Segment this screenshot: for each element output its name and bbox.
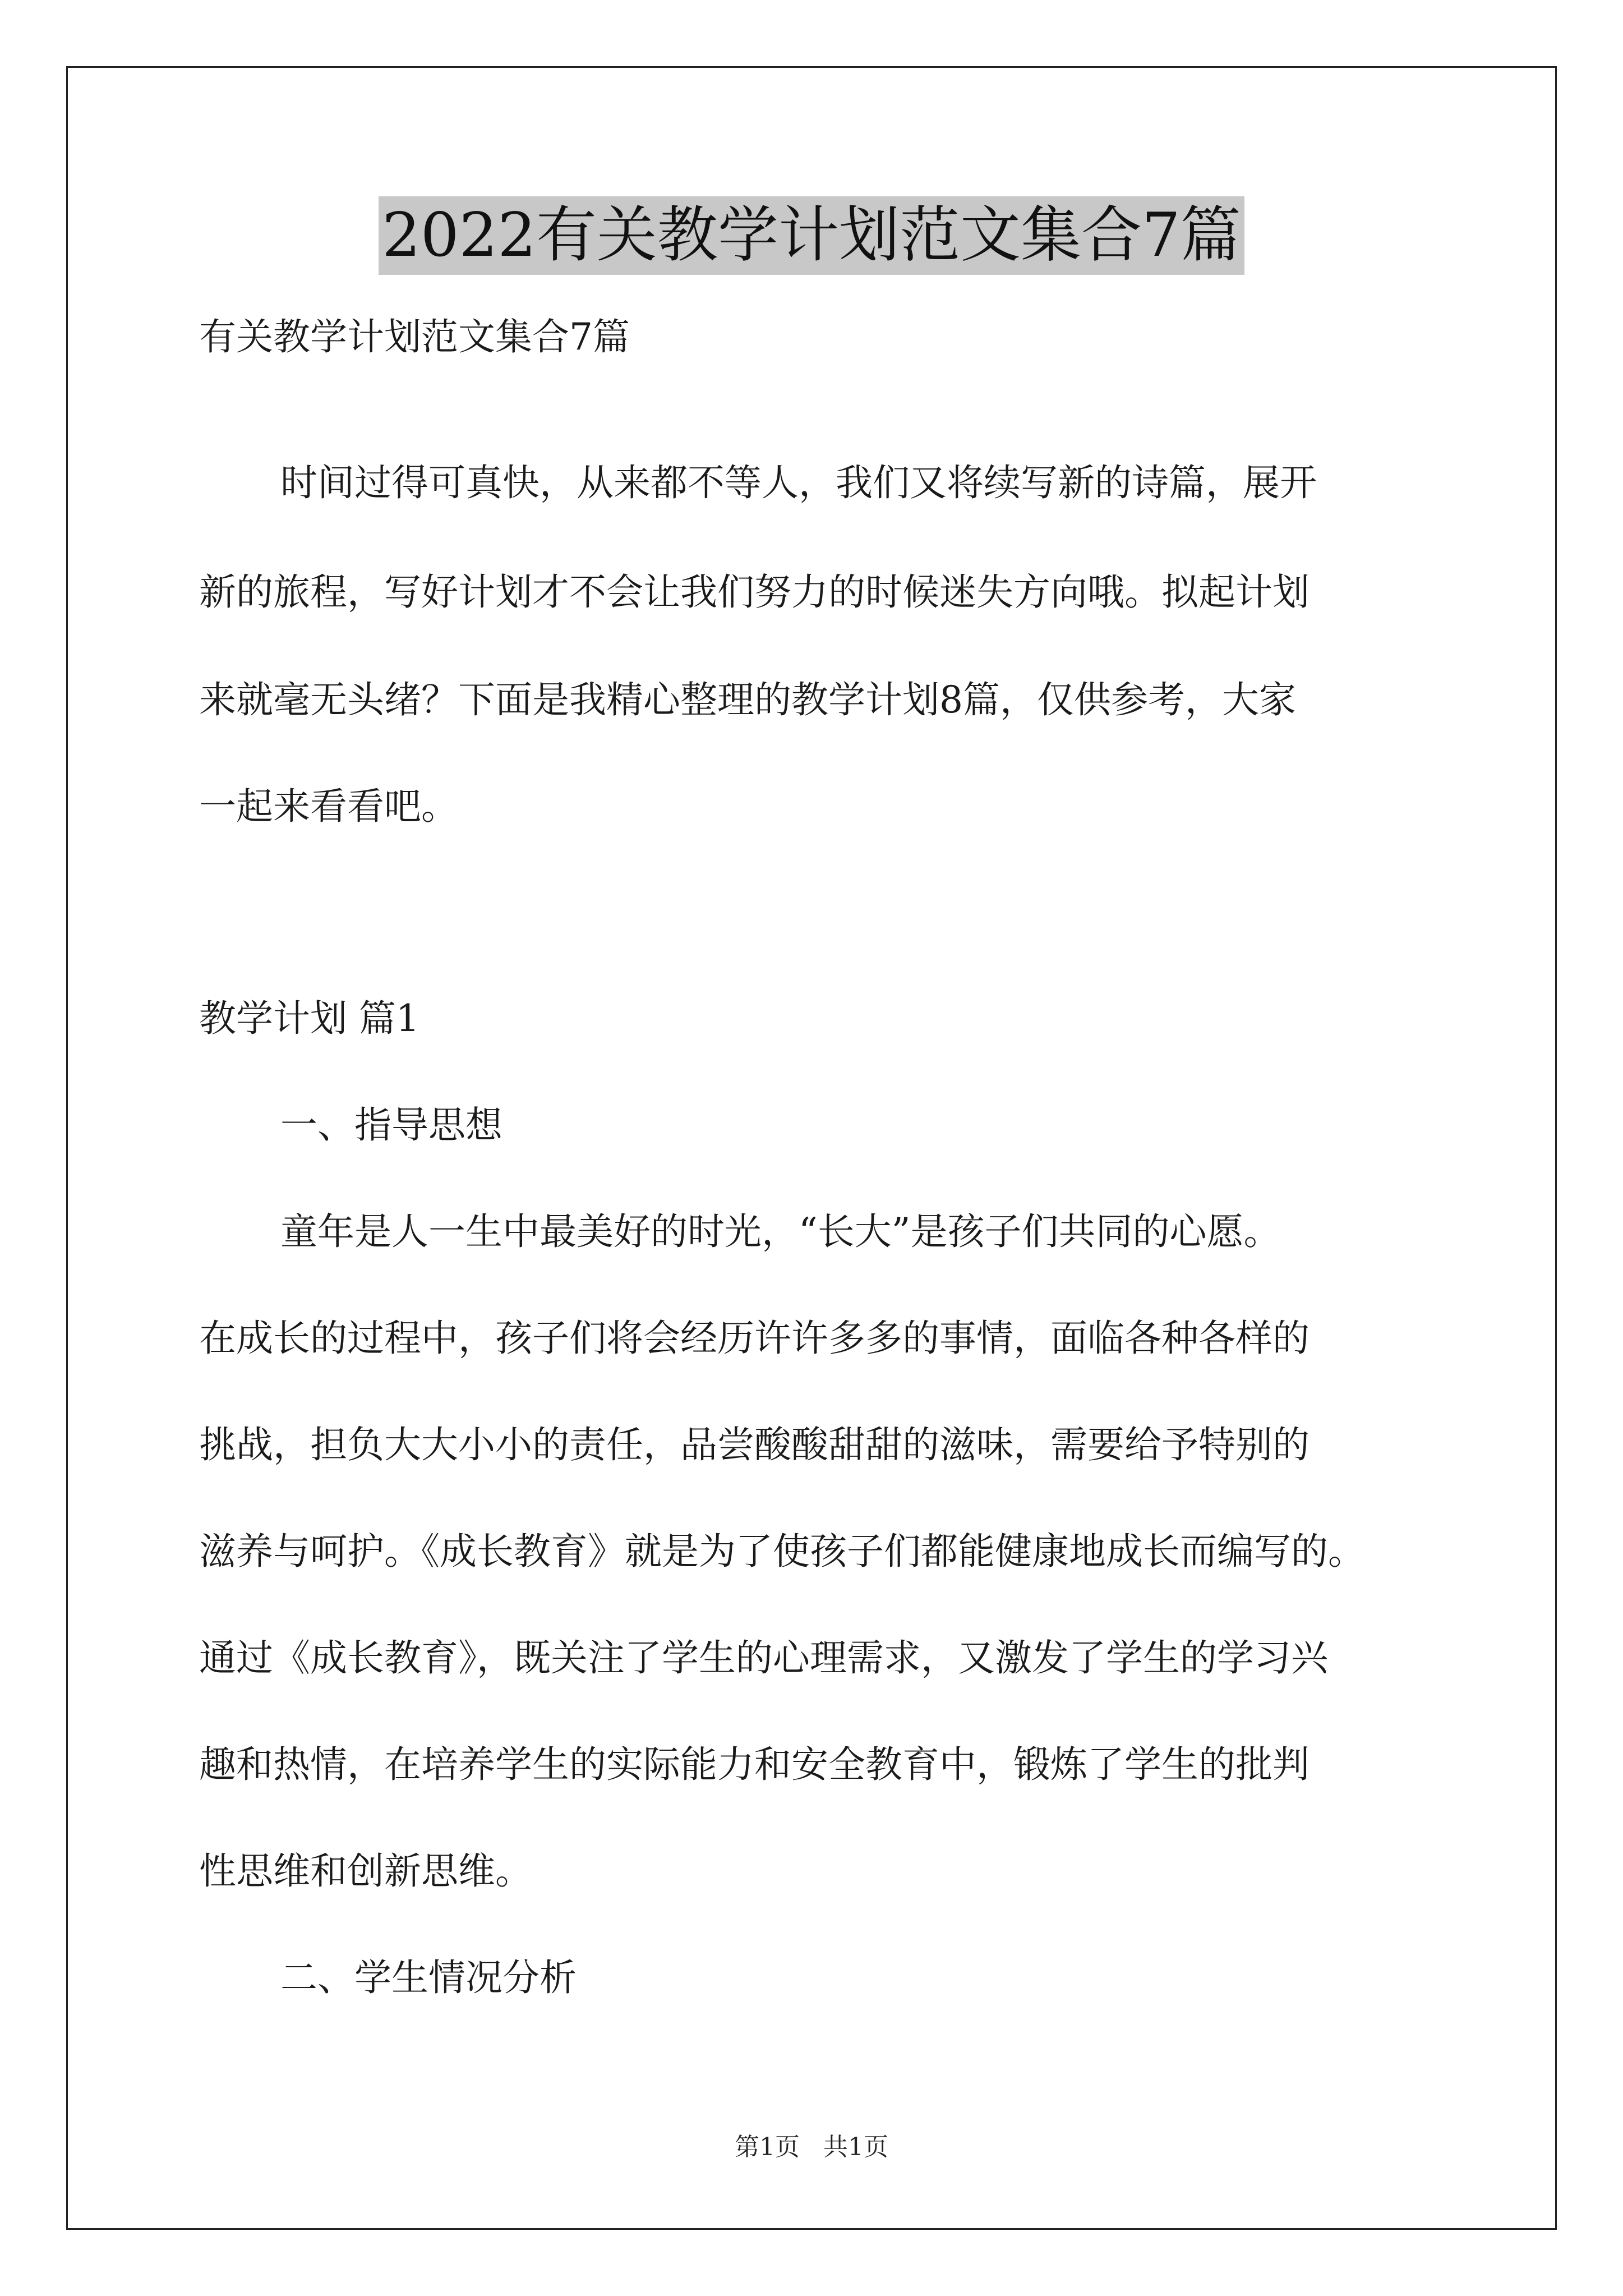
intro-paragraph-line: 新的旅程，写好计划才不会让我们努力的时候迷失方向哦。拟起计划	[199, 570, 1310, 614]
intro-paragraph-line: 一起来看看吧。	[199, 785, 458, 828]
title-container	[0, 196, 1623, 275]
body-paragraph-line: 挑战，担负大大小小的责任，品尝酸酸甜甜的滋味，需要给予特别的	[199, 1423, 1310, 1466]
document-title: 2022有关教学计划范文集合7篇	[379, 196, 1244, 275]
body-paragraph-line: 滋养与呵护。《成长教育》就是为了使孩子们都能健康地成长而编写的。	[199, 1530, 1365, 1573]
section-heading: 教学计划 篇1	[199, 997, 419, 1040]
body-paragraph-line: 通过《成长教育》，既关注了学生的心理需求，又激发了学生的学习兴	[199, 1636, 1328, 1680]
body-paragraph-line: 性思维和创新思维。	[199, 1849, 532, 1893]
subheading-student-analysis: 二、学生情况分析	[280, 1956, 577, 1999]
subtitle: 有关教学计划范文集合7篇	[199, 315, 630, 358]
intro-paragraph-line: 时间过得可真快，从来都不等人，我们又将续写新的诗篇，展开	[280, 461, 1317, 504]
body-paragraph-line: 童年是人一生中最美好的时光，“长大”是孩子们共同的心愿。	[280, 1210, 1281, 1253]
body-paragraph-line: 在成长的过程中，孩子们将会经历许许多多的事情，面临各种各样的	[199, 1317, 1310, 1360]
intro-paragraph-line: 来就毫无头绪？下面是我精心整理的教学计划8篇，仅供参考，大家	[199, 678, 1296, 721]
page-footer: 第1页 共1页	[735, 2133, 888, 2161]
body-paragraph-line: 趣和热情，在培养学生的实际能力和安全教育中，锻炼了学生的批判	[199, 1743, 1310, 1786]
subheading-guiding-ideology: 一、指导思想	[280, 1103, 502, 1147]
